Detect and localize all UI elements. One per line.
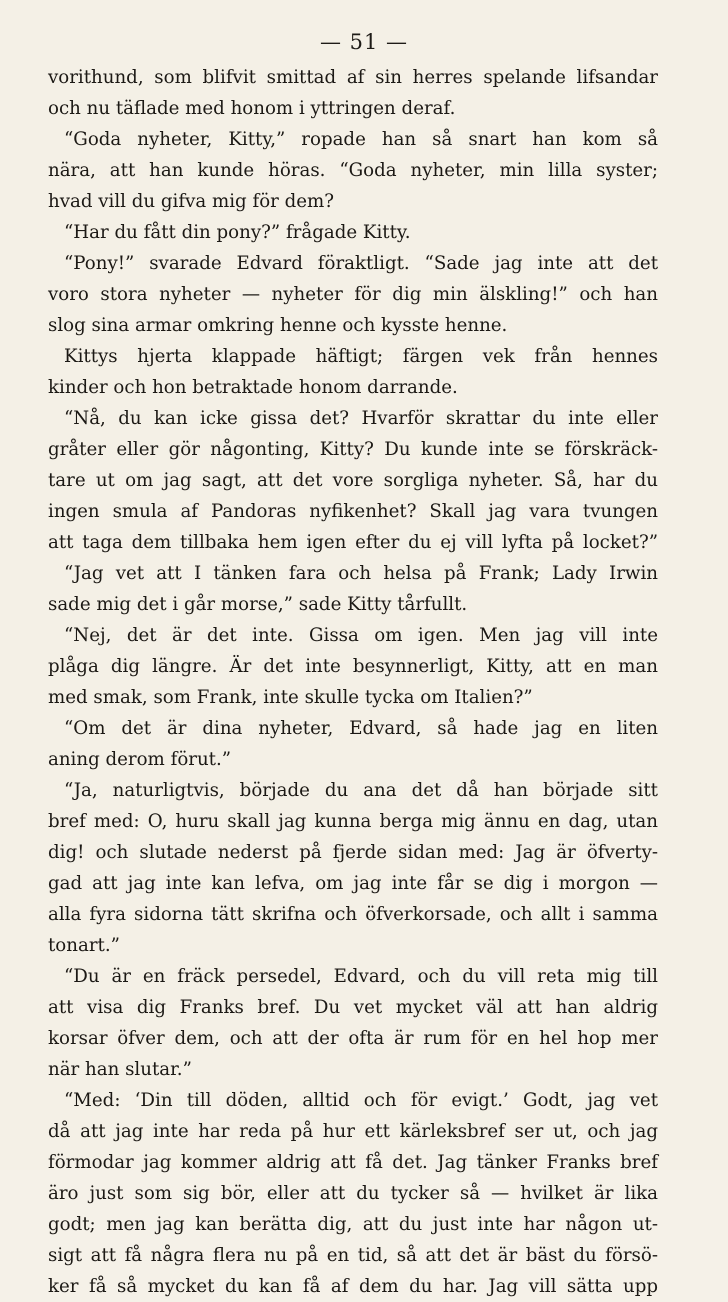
text-line: vorithund, som blifvit smittad af sin herres spelande lifsandar: [48, 67, 658, 88]
text-line: Kittys hjerta klappade häftigt; färgen vek från hennes: [64, 346, 658, 367]
text-line: “Med: ‘Din till döden, alltid och för evigt.’ Godt, jag vet: [64, 1090, 658, 1111]
text-line: ingen smula af Pandoras nyfikenhet? Skall jag vara tvungen: [48, 501, 658, 522]
text-line: när han slutar.”: [48, 1059, 192, 1080]
text-line: att visa dig Franks bref. Du vet mycket väl att han aldrig: [48, 997, 658, 1018]
text-line: “Ja, naturligtvis, började du ana det då han började sitt: [64, 780, 658, 801]
text-line: då att jag inte har reda på hur ett kärleksbref ser ut, och jag: [48, 1121, 658, 1142]
text-line: och nu täflade med honom i yttringen deraf.: [48, 98, 456, 119]
text-line: hvad vill du gifva mig för dem?: [48, 191, 335, 212]
text-line: korsar öfver dem, och att der ofta är rum för en hel hop mer: [48, 1028, 658, 1049]
text-line: förmodar jag kommer aldrig att få det. Jag tänker Franks bref: [48, 1152, 658, 1173]
text-line: “Nej, det är det inte. Gissa om igen. Men jag vill inte: [64, 625, 658, 646]
text-line: “Om det är dina nyheter, Edvard, så hade jag en liten: [64, 718, 658, 739]
text-line: bref med: O, huru skall jag kunna berga mig ännu en dag, utan: [48, 811, 658, 832]
text-line: godt; men jag kan berätta dig, att du just inte har någon ut-: [48, 1214, 658, 1235]
text-line: nära, att han kunde höras. “Goda nyheter, min lilla syster;: [48, 160, 658, 181]
text-line: tonart.”: [48, 935, 120, 956]
text-line: dig! och slutade nederst på fjerde sidan med: Jag är öfverty-: [48, 842, 658, 863]
text-line: aning derom förut.”: [48, 749, 232, 770]
text-line: “Pony!” svarade Edvard föraktligt. “Sade jag inte att det: [64, 253, 658, 274]
text-line: gråter eller gör någonting, Kitty? Du kunde inte se förskräck-: [48, 439, 658, 460]
text-line: att taga dem tillbaka hem igen efter du ej vill lyfta på locket?”: [48, 532, 658, 553]
text-line: “Du är en fräck persedel, Edvard, och du vill reta mig till: [64, 966, 658, 987]
text-line: tare ut om jag sagt, att det vore sorgliga nyheter. Så, har du: [48, 470, 658, 491]
text-line: voro stora nyheter — nyheter för dig min älskling!” och han: [48, 284, 658, 305]
text-line: alla fyra sidorna tätt skrifna och öfverkorsade, och allt i samma: [48, 904, 658, 925]
text-line: “Har du fått din pony?” frågade Kitty.: [64, 222, 411, 243]
text-line: “Jag vet att I tänken fara och helsa på Frank; Lady Irwin: [64, 563, 658, 584]
text-line: plåga dig längre. Är det inte besynnerligt, Kitty, att en man: [48, 656, 658, 677]
text-line: med smak, som Frank, inte skulle tycka om Italien?”: [48, 687, 533, 708]
body-text: [48, 62, 658, 1302]
text-line: sade mig det i går morse,” sade Kitty tårfullt.: [48, 594, 468, 615]
text-line: “Goda nyheter, Kitty,” ropade han så snart han kom så: [64, 129, 658, 150]
text-line: gad att jag inte kan lefva, om jag inte får se dig i morgon —: [48, 873, 658, 894]
text-line: sigt att få några flera nu på en tid, så att det är bäst du försö-: [48, 1245, 658, 1266]
text-line: ker få så mycket du kan få af dem du har. Jag vill sätta upp: [48, 1276, 658, 1297]
text-line: kinder och hon betraktade honom darrande.: [48, 377, 458, 398]
page-number: — 51 —: [319, 30, 409, 54]
text-line: äro just som sig bör, eller att du tycker så — hvilket är lika: [48, 1183, 658, 1204]
text-line: “Nå, du kan icke gissa det? Hvarför skrattar du inte eller: [64, 408, 658, 429]
text-line: slog sina armar omkring henne och kysste henne.: [48, 315, 508, 336]
